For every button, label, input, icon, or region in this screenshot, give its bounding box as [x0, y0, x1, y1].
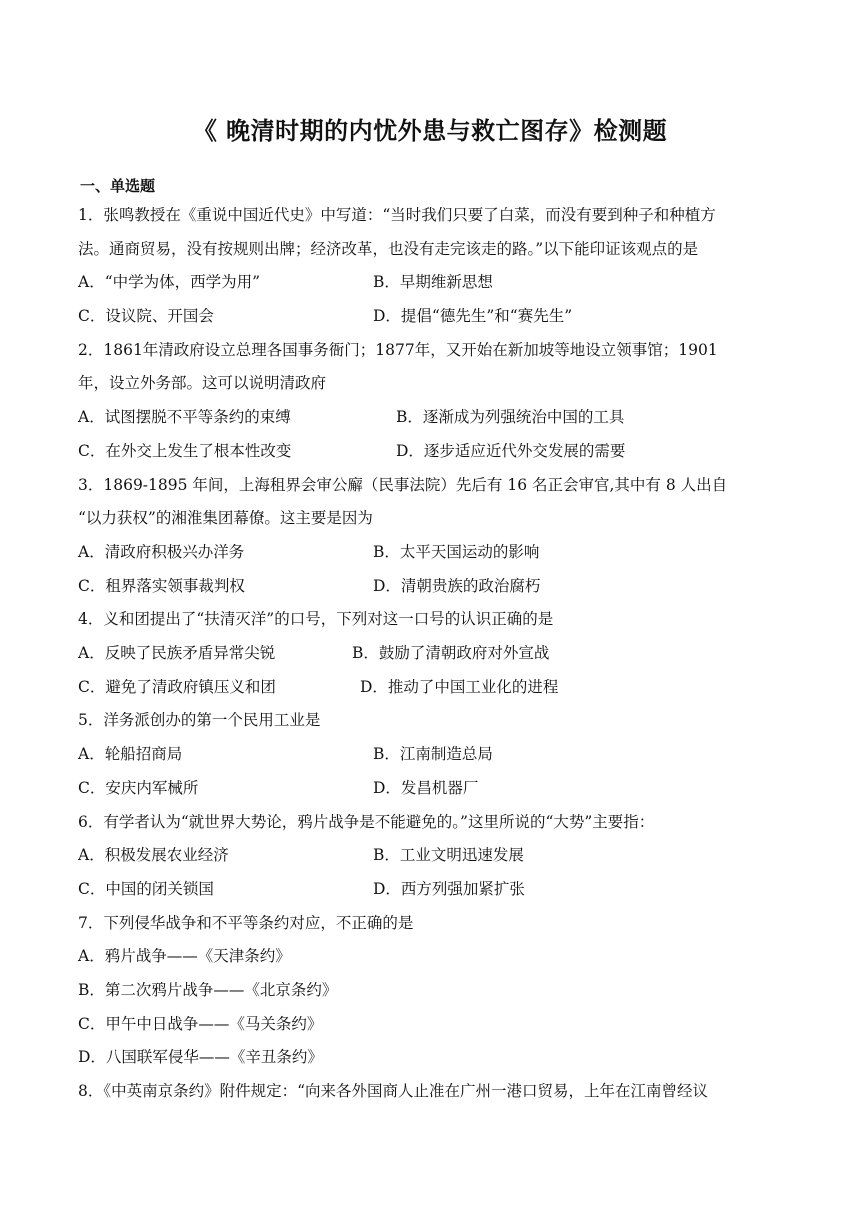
- question-5: [78, 704, 786, 805]
- question-3: [78, 469, 786, 604]
- question-stem-line: 6．有学者认为“就世界大势论，鸦片战争是不能避免的。”这里所说的“大势”主要指：: [78, 812, 655, 831]
- question-stem-line: 2．1861年清政府设立总理各国事务衙门；1877年，又开始在新加坡等地设立领事馆；1901: [78, 340, 718, 359]
- option-d: D．推动了中国工业化的进程: [360, 677, 559, 696]
- option-b: B．工业文明迅速发展: [373, 846, 524, 865]
- option-a: A．清政府积极兴办洋务: [78, 542, 245, 561]
- option-b: B．鼓励了清朝政府对外宣战: [352, 644, 550, 663]
- question-4: [78, 603, 786, 704]
- question-list: [78, 199, 786, 1109]
- question-stem-line: 法。通商贸易，没有按规则出牌；经济改革，也没有走完该走的路。”以下能印证该观点的是: [78, 239, 699, 258]
- question-stem-line: 3．1869-1895 年间，上海租界会审公廨（民事法院）先后有 16 名正会审官,其中有 8 人出自: [78, 475, 728, 494]
- option-d: D．清朝贵族的政治腐朽: [373, 576, 541, 595]
- option-a: A．积极发展农业经济: [78, 846, 229, 865]
- question-stem-line: “以力获权”的湘淮集团幕僚。这主要是因为: [78, 509, 373, 528]
- option-a: A．“中学为体，西学为用”: [78, 273, 261, 292]
- question-8: [78, 1075, 786, 1109]
- question-1: [78, 199, 786, 334]
- question-stem-line: 1．张鸣教授在《重说中国近代史》中写道：“当时我们只要了白菜，而没有要到种子和种植方: [78, 206, 716, 224]
- question-2: [78, 334, 786, 469]
- question-7: [78, 907, 786, 1076]
- option-c: C．中国的闭关锁国: [78, 879, 214, 898]
- section-heading: 一、单选题: [80, 177, 156, 195]
- option-a: A．鸦片战争——《天津条约》: [78, 947, 291, 966]
- question-stem-line: 7．下列侵华战争和不平等条约对应，不正确的是: [78, 913, 414, 932]
- question-stem-line: 5．洋务派创办的第一个民用工业是: [78, 711, 321, 730]
- option-c: C．设议院、开国会: [78, 307, 214, 326]
- option-a: A．轮船招商局: [78, 745, 183, 764]
- option-a: A．试图摆脱不平等条约的束缚: [78, 408, 291, 427]
- option-b: B．江南制造总局: [373, 745, 493, 764]
- question-6: [78, 806, 786, 907]
- option-c: C．甲午中日战争——《马关条约》: [78, 1014, 323, 1033]
- option-a: A．反映了民族矛盾异常尖锐: [78, 644, 276, 663]
- question-stem-line: 8．《中英南京条约》附件规定：“向来各外国商人止准在广州一港口贸易，上年在江南曾经议: [78, 1082, 709, 1101]
- option-c: C．在外交上发生了根本性改变: [78, 441, 292, 460]
- option-c: C．租界落实领事裁判权: [78, 576, 245, 595]
- option-b: B．早期维新思想: [373, 273, 493, 292]
- option-b: B．太平天国运动的影响: [373, 542, 540, 561]
- option-c: C．避免了清政府镇压义和团: [78, 677, 276, 696]
- option-d: D．西方列强加紧扩张: [373, 879, 525, 898]
- option-c: C．安庆内军械所: [78, 778, 199, 797]
- option-d: D．八国联军侵华——《辛丑条约》: [78, 1048, 323, 1067]
- document-title: 《 晚清时期的内忧外患与救亡图存》检测题: [192, 117, 668, 145]
- option-d: D．提倡“德先生”和“赛先生”: [373, 307, 573, 326]
- question-stem-line: 年，设立外务部。这可以说明清政府: [78, 374, 327, 393]
- option-d: D．发昌机器厂: [373, 778, 479, 797]
- option-d: D．逐步适应近代外交发展的需要: [396, 441, 626, 460]
- question-stem-line: 4．义和团提出了“扶清灭洋”的口号，下列对这一口号的认识正确的是: [78, 610, 554, 629]
- option-b: B．第二次鸦片战争——《北京条约》: [78, 980, 338, 999]
- option-b: B．逐渐成为列强统治中国的工具: [396, 408, 625, 427]
